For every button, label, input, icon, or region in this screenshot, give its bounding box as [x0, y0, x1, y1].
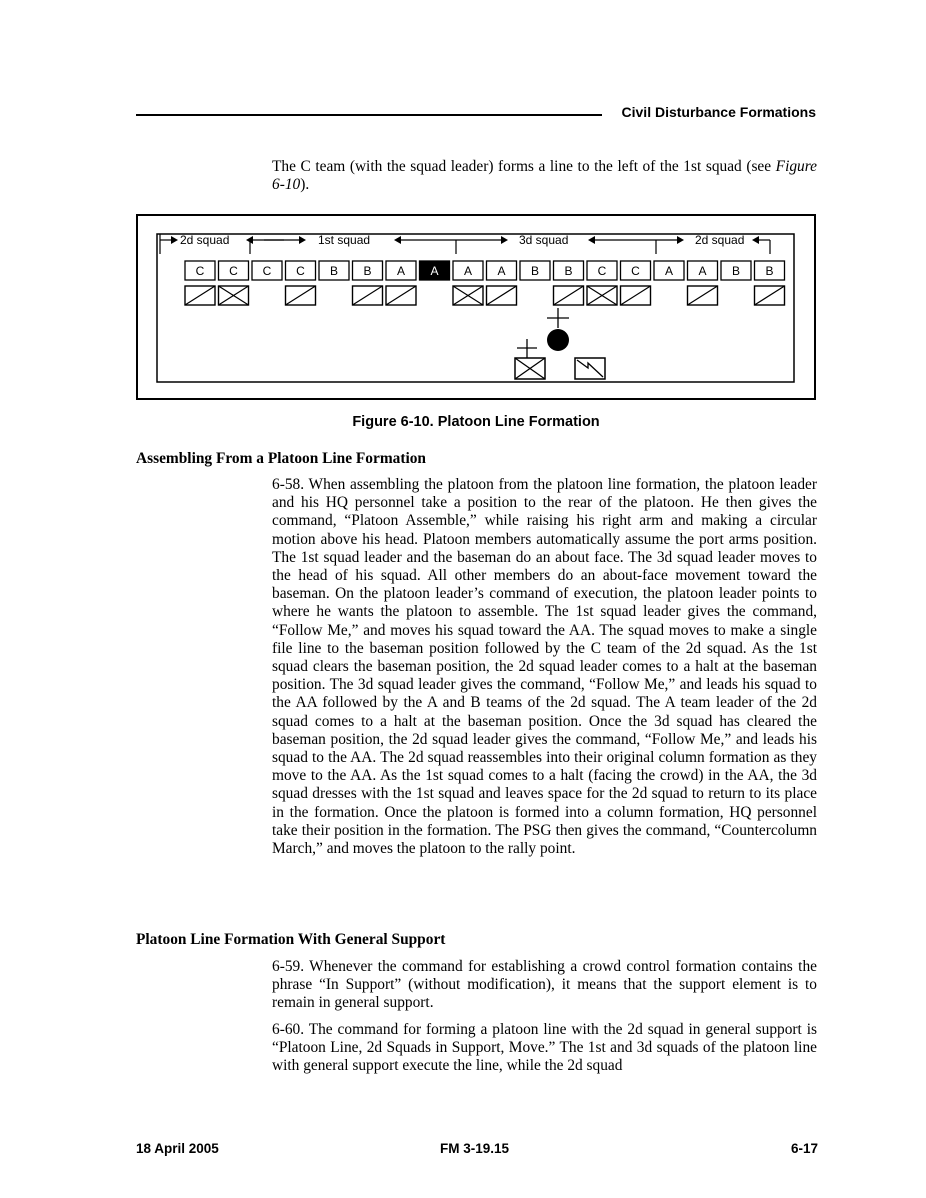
member-marker-x — [587, 286, 617, 305]
figure-reference: Figure 6-10 — [272, 158, 817, 194]
squad-label-2d-left: 2d squad — [180, 233, 230, 247]
member-marker-x — [219, 286, 249, 305]
section-heading-assembling: Assembling From a Platoon Line Formation — [136, 450, 426, 467]
team-box-label: A — [664, 264, 674, 278]
team-box — [386, 261, 416, 280]
team-box-label: A — [698, 264, 707, 278]
member-marker-slash — [621, 286, 651, 305]
hq-symbol-with-cross — [515, 339, 545, 379]
arrow-head — [677, 236, 684, 244]
team-box — [353, 261, 383, 280]
intro-text-end: ). — [300, 176, 310, 194]
member-marker-slash — [185, 286, 215, 305]
footer-date: 18 April 2005 — [136, 1141, 219, 1156]
team-box — [621, 261, 651, 280]
team-box-label: B — [765, 264, 774, 278]
member-marker-slash — [755, 286, 785, 305]
team-box — [688, 261, 718, 280]
team-box-label: C — [631, 264, 640, 278]
team-box — [252, 261, 282, 280]
team-box-label: C — [296, 264, 305, 278]
team-box-row — [185, 261, 785, 280]
member-marker-slash — [353, 286, 383, 305]
arrow-head — [171, 236, 178, 244]
footer-page-number: 6-17 — [790, 1141, 818, 1156]
team-box-label: C — [229, 264, 238, 278]
team-box-label: C — [195, 264, 205, 278]
figure-caption: Figure 6-10. Platoon Line Formation — [352, 414, 600, 430]
team-box — [219, 261, 249, 280]
arrow-head — [501, 236, 508, 244]
team-box-label: A — [430, 264, 439, 278]
squad-label-2d-right: 2d squad — [695, 233, 745, 247]
team-box — [487, 261, 517, 280]
team-box-label: B — [731, 264, 741, 278]
team-box-label: A — [463, 264, 473, 278]
member-marker-slash — [286, 286, 316, 305]
team-box-label: C — [262, 264, 272, 278]
arrow-head — [299, 236, 306, 244]
member-marker-x — [453, 286, 483, 305]
platoon-line-diagram — [138, 216, 814, 398]
team-box-label: A — [396, 264, 406, 278]
team-box-label: C — [597, 264, 607, 278]
radio-operator-symbol — [575, 358, 605, 379]
paragraph-6-58: 6-58. When assembling the platoon from the platoon line formation, the platoon leader and his HQ personnel take a position to the rear of the platoon. He then gives the command, “Platoon Assemble,” while raising his right arm and making a circular motion above his head. Platoon members automatically assume the port arms position. The 1st squad leader and the baseman do an about face. The 3d squad leader moves to the head of his squad. All other members do an about-face movement toward the baseman. On the platoon leader’s command of execution, the platoon leader points to where he wants the platoon to assemble. The 1st squad leader gives the command, “Follow Me,” and moves his squad toward the AA. The squad moves to make a single file line to the baseman position followed by the C team of the 2d squad. As the 1st squad clears the baseman position, the 2d squad leader comes to a halt at the baseman position. The 3d squad leader gives the command, “Follow Me,” and leads his squad to the AA followed by the A and B teams of the 2d squad. The A team leader of the 2d squad comes to a halt at the baseman position. Once the 3d squad has cleared the baseman position, the 2d squad leader gives the command, “Follow Me,” and leads his squad to the AA. The 2d squad reassembles into their original column formation as they move to the AA. As the 1st squad comes to a halt (facing the crowd) in the AA, the 3d squad dresses with the 1st squad and leaves space for the 2d squad to return to its place in the formation. Once the platoon is formed into a column formation, HQ personnel take their position in the formation. The PSG then gives the command, “Countercolumn March,” and moves the platoon to the rally point. — [272, 476, 817, 858]
team-box — [185, 261, 215, 280]
team-box-label: B — [564, 264, 573, 278]
arrow-head — [752, 236, 759, 244]
team-box — [587, 261, 617, 280]
team-box-label: B — [329, 264, 339, 278]
team-box — [420, 261, 450, 280]
diagram-inner-border — [157, 234, 794, 382]
team-box — [654, 261, 684, 280]
header-rule — [136, 114, 602, 116]
arrow-head — [394, 236, 401, 244]
team-box — [520, 261, 550, 280]
footer-manual: FM 3-19.15 — [440, 1141, 510, 1156]
member-marker-row — [185, 286, 785, 305]
intro-text-start: The C team (with the squad leader) forms a line to the left of the 1st squad (see — [272, 158, 776, 175]
team-box — [721, 261, 751, 280]
arrow-head — [588, 236, 595, 244]
team-box-label: A — [497, 264, 506, 278]
team-box — [319, 261, 349, 280]
team-box — [286, 261, 316, 280]
paragraph-6-59: 6-59. Whenever the command for establishing a crowd control formation contains the phrase “In Support” (without modification), it means that the support element is to remain in general support. — [272, 958, 817, 1012]
team-box — [755, 261, 785, 280]
member-marker-slash — [386, 286, 416, 305]
figure-frame — [136, 214, 816, 400]
member-marker-slash — [688, 286, 718, 305]
squad-label-3d: 3d squad — [519, 233, 569, 247]
section-heading-general-support: Platoon Line Formation With General Support — [136, 931, 446, 948]
team-box — [554, 261, 584, 280]
squad-label-1st: 1st squad — [318, 233, 371, 247]
team-box-label: B — [530, 264, 540, 278]
team-box — [453, 261, 483, 280]
paragraph-6-60: 6-60. The command for forming a platoon line with the 2d squad in general support is “Platoon Line, 2d Squads in Support, Move.” The 1st and 3d squads of the platoon line with general support execute the line, while the 2d squad — [272, 1021, 817, 1075]
intro-paragraph — [272, 158, 817, 194]
member-marker-slash — [554, 286, 584, 305]
platoon-leader-symbol — [547, 308, 569, 351]
member-marker-slash — [487, 286, 517, 305]
running-header: Civil Disturbance Formations — [621, 104, 816, 120]
team-box-label: B — [363, 264, 372, 278]
